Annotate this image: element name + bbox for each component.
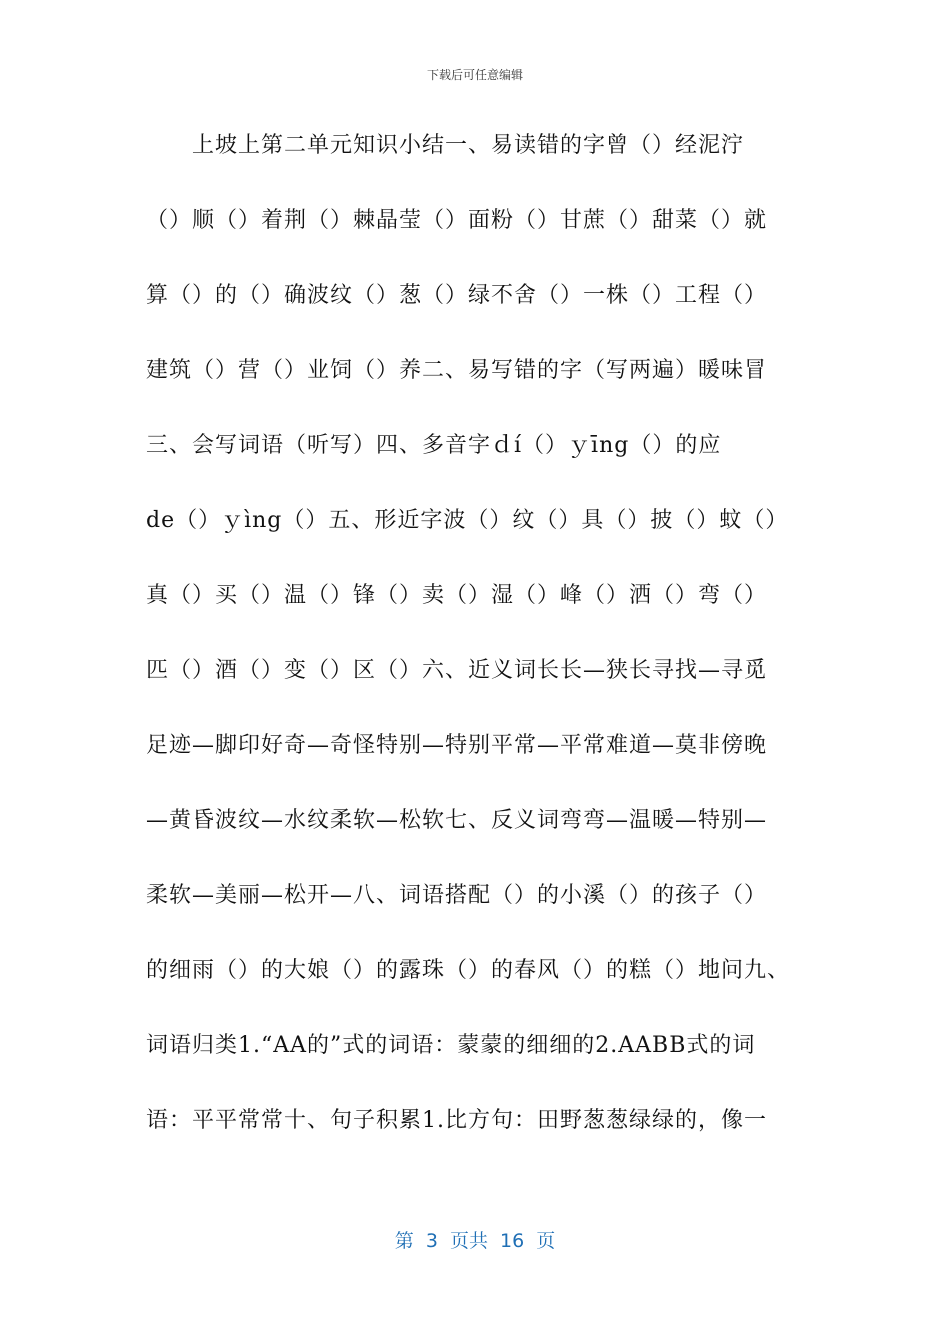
text-line-10: —黄昏波纹—水纹柔软—松软七、反义词弯弯—温暖—特别— <box>146 808 768 833</box>
document-body <box>146 122 826 1172</box>
page-number-footer: 第 3 页共 16 页 <box>394 1230 556 1252</box>
text-line-7: 真（）买（）温（）锋（）卖（）湿（）峰（）洒（）弯（） <box>146 583 768 608</box>
text-line-4: 建筑（）营（）业饲（）养二、易写错的字（写两遍）暖味冒 <box>146 358 768 383</box>
text-line-5: 三、会写词语（听写）四、多音字ｄí（）ｙīng（）的应 <box>146 433 722 458</box>
text-line-11: 柔软—美丽—松开—八、词语搭配（）的小溪（）的孩子（） <box>146 883 768 908</box>
text-line-13: 词语归类1.“AA的”式的词语：蒙蒙的细细的2.AABB式的词 <box>146 1033 756 1058</box>
text-line-3: 算（）的（）确波纹（）葱（）绿不舍（）一株（）工程（） <box>146 283 768 308</box>
text-line-6: de（）ｙìng（）五、形近字波（）纹（）具（）披（）蚊（） <box>146 508 789 533</box>
text-line-1: 上坡上第二单元知识小结一、易读错的字曾（）经泥泞 <box>192 133 745 158</box>
text-line-2: （）顺（）着荆（）棘晶莹（）面粉（）甘蔗（）甜菜（）就 <box>146 208 768 233</box>
text-line-8: 匹（）酒（）变（）区（）六、近义词长长—狭长寻找—寻觅 <box>146 658 768 683</box>
page-header: 下载后可任意编辑 <box>426 68 523 82</box>
text-line-9: 足迹—脚印好奇—奇怪特别—特别平常—平常难道—莫非傍晚 <box>146 733 768 758</box>
text-line-14: 语：平平常常十、句子积累1.比方句：田野葱葱绿绿的，像一 <box>146 1108 767 1133</box>
text-line-12: 的细雨（）的大娘（）的露珠（）的春风（）的糕（）地问九、 <box>146 958 791 983</box>
